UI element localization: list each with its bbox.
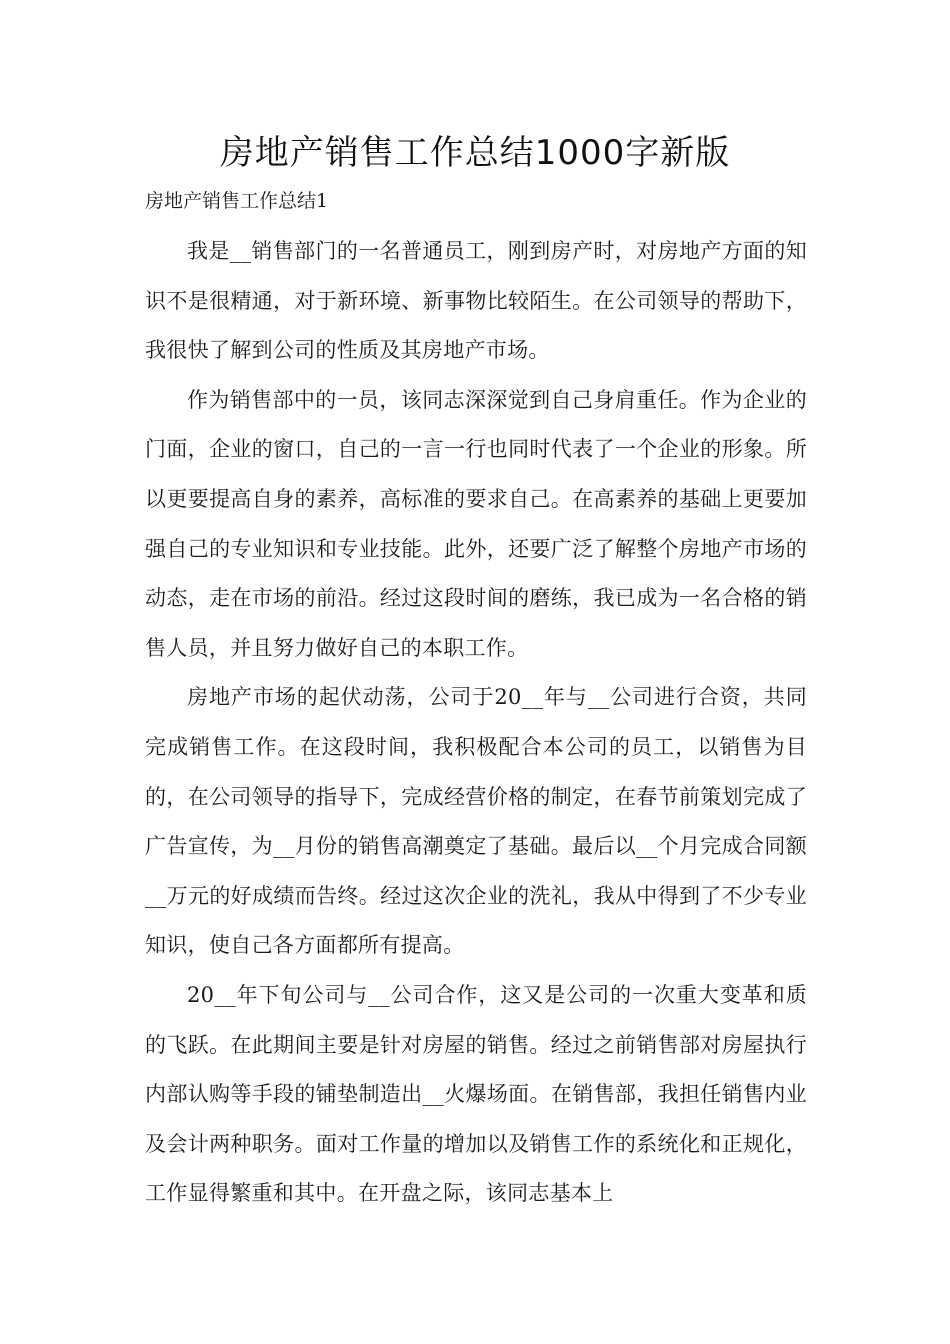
document-body — [145, 227, 807, 1219]
document-title: 房地产销售工作总结1000字新版 — [219, 133, 731, 173]
paragraph-3: 房地产市场的起伏动荡，公司于20__年与__公司进行合资，共同完成销售工作。在这段时间，我积极配合本公司的员工，以销售为目的，在公司领导的指导下，完成经营价格的制定，在春节前策划完成了广告宣传，为__月份的销售高潮奠定了基础。最后以__个月完成合同额__万元的好成绩而告终。经过这次企业的洗礼，我从中得到了不少专业知识，使自己各方面都所有提高。 — [145, 685, 807, 958]
paragraph-4: 20__年下旬公司与__公司合作，这又是公司的一次重大变革和质的飞跃。在此期间主要是针对房屋的销售。经过之前销售部对房屋执行内部认购等手段的铺垫制造出__火爆场面。在销售部，我担任销售内业及会计两种职务。面对工作量的增加以及销售工作的系统化和正规化，工作显得繁重和其中。在开盘之际，该同志基本上 — [145, 982, 807, 1206]
document-subtitle: 房地产销售工作总结1 — [145, 190, 329, 212]
paragraph-2: 作为销售部中的一员，该同志深深觉到自己身肩重任。作为企业的门面，企业的窗口，自己的一言一行也同时代表了一个企业的形象。所以更要提高自身的素养，高标准的要求自己。在高素养的基础上更要加强自己的专业知识和专业技能。此外，还要广泛了解整个房地产市场的动态，走在市场的前沿。经过这段时间的磨练，我已成为一名合格的销售人员，并且努力做好自己的本职工作。 — [145, 387, 807, 660]
paragraph-1: 我是__销售部门的一名普通员工，刚到房产时，对房地产方面的知识不是很精通，对于新环境、新事物比较陌生。在公司领导的帮助下，我很快了解到公司的性质及其房地产市场。 — [145, 239, 807, 363]
